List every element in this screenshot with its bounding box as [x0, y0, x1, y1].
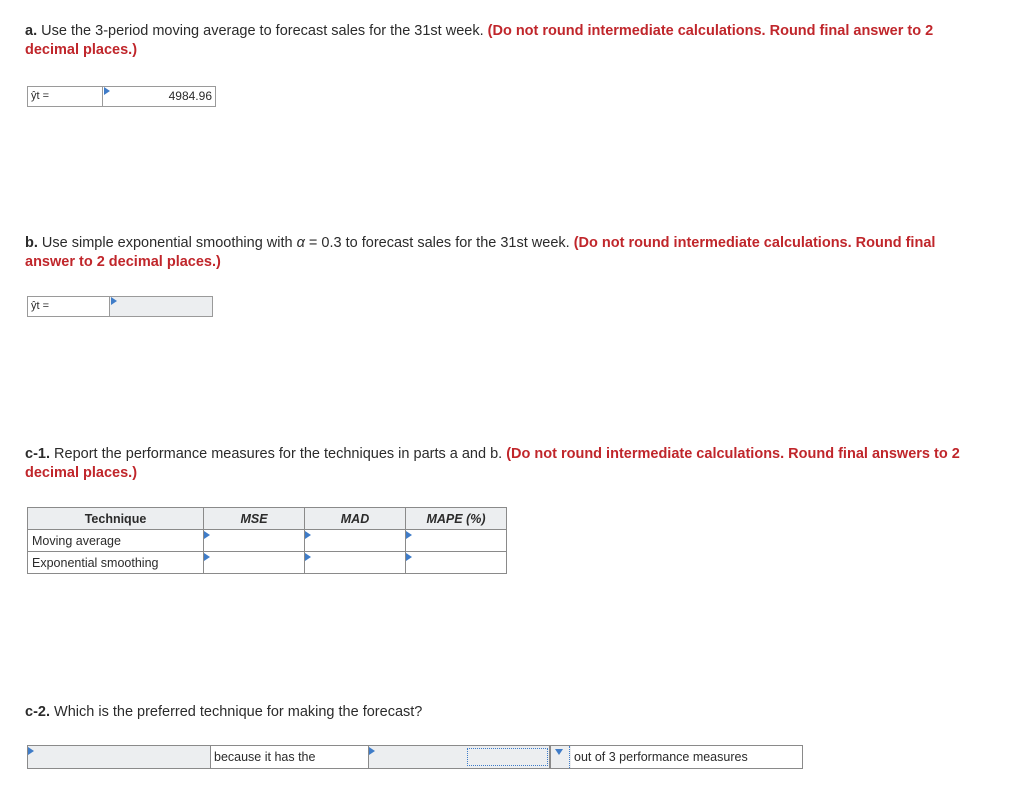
- question-a-text: Use the 3-period moving average to forecast sales for the 31st week.: [41, 23, 484, 39]
- measure-marker-icon: [369, 747, 375, 755]
- input-marker-icon: [305, 553, 311, 561]
- out-of-text: out of 3 performance measures: [571, 746, 802, 768]
- answer-b-label: ŷt =: [28, 297, 110, 316]
- question-c1-label: c-1.: [25, 446, 50, 462]
- table-row: [28, 552, 507, 574]
- question-c1: [25, 445, 985, 483]
- because-text: because it has the: [211, 746, 369, 768]
- header-mse: MSE: [204, 508, 305, 530]
- answer-a-box: [27, 86, 216, 107]
- question-b: [25, 234, 985, 272]
- header-mape: MAPE (%): [406, 508, 507, 530]
- technique-select[interactable]: [28, 746, 211, 768]
- question-a: [25, 22, 985, 60]
- answer-a-label: ŷt =: [28, 87, 103, 106]
- input-marker-icon: [204, 531, 210, 539]
- question-c1-text: Report the performance measures for the techniques in parts a and b.: [54, 446, 503, 462]
- answer-b-input[interactable]: [110, 297, 212, 316]
- mad-input-exponential-smoothing[interactable]: [305, 552, 406, 574]
- input-marker-icon: [406, 553, 412, 561]
- answer-b-box: [27, 296, 213, 317]
- mse-input-moving-average[interactable]: [204, 530, 305, 552]
- mse-input-exponential-smoothing[interactable]: [204, 552, 305, 574]
- alpha-symbol: α: [296, 235, 305, 251]
- mad-input-moving-average[interactable]: [305, 530, 406, 552]
- header-mad: MAD: [305, 508, 406, 530]
- chevron-down-icon[interactable]: [555, 749, 563, 755]
- row-label-moving-average: Moving average: [28, 530, 204, 552]
- row-label-exponential-smoothing: Exponential smoothing: [28, 552, 204, 574]
- technique-marker-icon: [28, 747, 34, 755]
- input-marker-icon: [305, 531, 311, 539]
- divider: [549, 746, 551, 768]
- question-b-text-before: Use simple exponential smoothing with: [41, 235, 293, 251]
- question-c1-instruction: (Do not round intermediate calculations. Round final answers to 2 decimal places.): [25, 446, 960, 481]
- question-a-label: a.: [25, 23, 38, 39]
- c2-answer-row: [27, 745, 803, 769]
- question-b-text-after: = 0.3 to forecast sales for the 31st week.: [308, 235, 570, 251]
- header-technique: Technique: [28, 508, 204, 530]
- measure-select[interactable]: [369, 746, 467, 768]
- mape-input-exponential-smoothing[interactable]: [406, 552, 507, 574]
- answer-a-input[interactable]: 4984.96: [103, 87, 215, 106]
- mape-input-moving-average[interactable]: [406, 530, 507, 552]
- question-b-instruction: (Do not round intermediate calculations. Round final answer to 2 decimal places.): [25, 235, 936, 270]
- answer-a-marker-icon: [104, 87, 110, 95]
- question-a-instruction: (Do not round intermediate calculations. Round final answer to 2 decimal places.): [25, 23, 934, 58]
- question-b-label: b.: [25, 235, 38, 251]
- input-marker-icon: [204, 553, 210, 561]
- input-marker-icon: [406, 531, 412, 539]
- question-c2-text: Which is the preferred technique for making the forecast?: [54, 704, 423, 720]
- count-dropdown[interactable]: [467, 748, 548, 766]
- dropdown-edge: [569, 746, 570, 768]
- question-c2-label: c-2.: [25, 704, 50, 720]
- table-row: [28, 530, 507, 552]
- question-c2: [25, 703, 985, 722]
- performance-table: [27, 507, 507, 574]
- answer-b-marker-icon: [111, 297, 117, 305]
